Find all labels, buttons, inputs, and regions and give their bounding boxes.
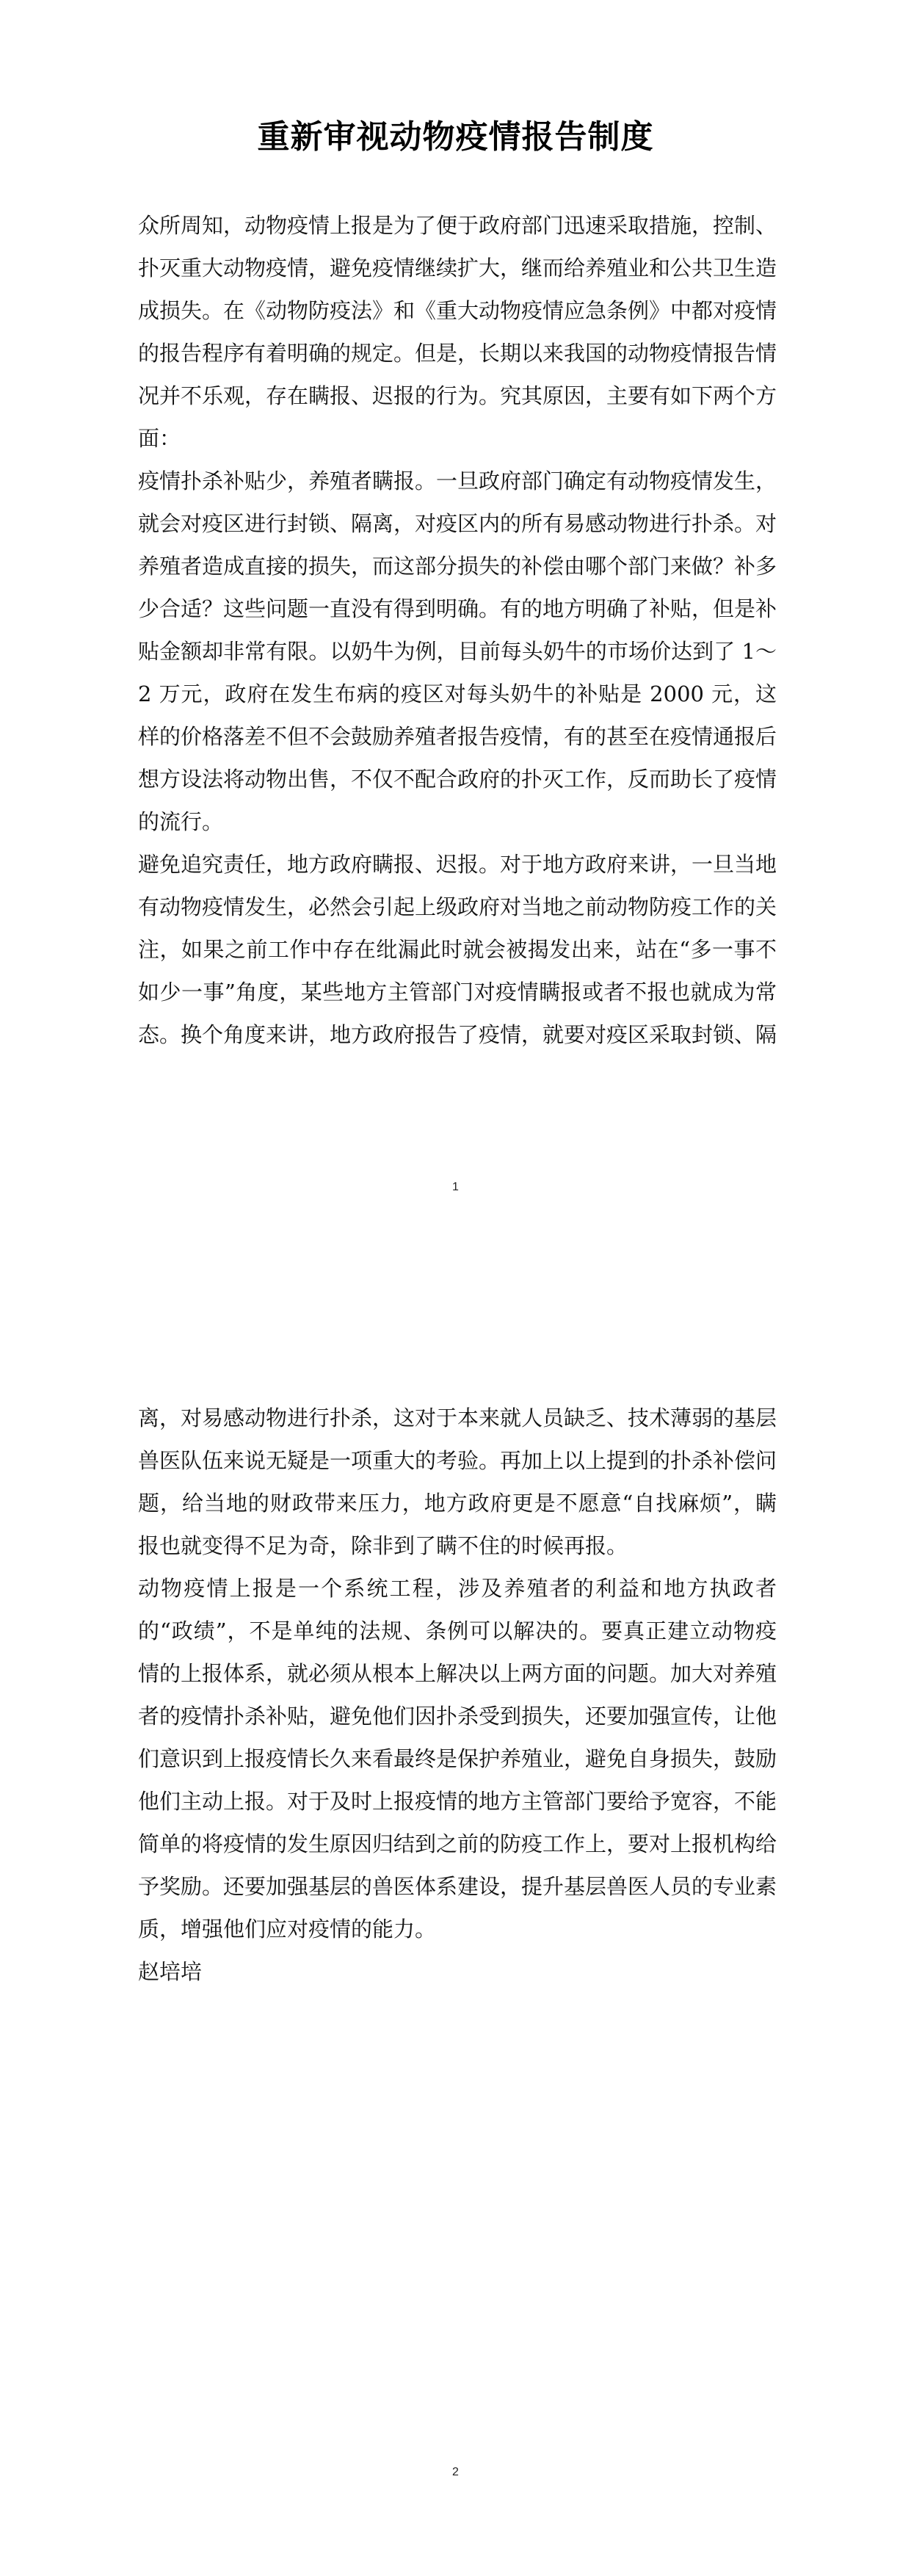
paragraph-conclusion: 动物疫情上报是一个系统工程，涉及养殖者的利益和地方执政者的“政绩”，不是单纯的法规、条例可以解决的。要真正建立动物疫情的上报体系，就必须从根本上解决以上两方面的问题。加大对养殖者的疫情扑杀补贴，避免他们因扑杀受到损失，还要加强宣传，让他们意识到上报疫情长久来看最终是保护养殖业，避免自身损失，鼓励他们主动上报。对于及时上报疫情的地方主管部门要给予宽容，不能简单的将疫情的发生原因归结到之前的防疫工作上，要对上报机构给予奖励。还要加强基层的兽医体系建设，提升基层兽医人员的专业素质，增强他们应对疫情的能力。 bbox=[138, 1576, 777, 1942]
page-number: 1 bbox=[452, 1181, 459, 1193]
paragraph-intro: 众所周知，动物疫情上报是为了便于政府部门迅速采取措施，控制、扑灭重大动物疫情，避免疫情继续扩大，继而给养殖业和公共卫生造成损失。在《动物防疫法》和《重大动物疫情应急条例》中都对疫情的报告程序有着明确的规定。但是，长期以来我国的动物疫情报告情况并不乐观，存在瞒报、迟报的行为。究其原因，主要有如下两个方面： bbox=[138, 213, 777, 451]
document-title: 重新审视动物疫情报告制度 bbox=[257, 118, 654, 156]
paragraph-farmer-reason: 疫情扑杀补贴少，养殖者瞒报。一旦政府部门确定有动物疫情发生，就会对疫区进行封锁、隔离，对疫区内的所有易感动物进行扑杀。对养殖者造成直接的损失，而这部分损失的补偿由哪个部门来做？补多少合适？这些问题一直没有得到明确。有的地方明确了补贴，但是补贴金额却非常有限。以奶牛为例，目前每头奶牛的市场价达到了 1～2 万元，政府在发生布病的疫区对每头奶牛的补贴是 2000 元，这样的价格落差不但不会鼓励养殖者报告疫情，有的甚至在疫情通报后想方设法将动物出售，不仅不配合政府的扑灭工作，反而助长了疫情的流行。 bbox=[138, 468, 777, 834]
page-2 bbox=[0, 1288, 911, 2576]
author-name: 赵培培 bbox=[138, 1959, 203, 1984]
page-number: 2 bbox=[452, 2466, 459, 2478]
paragraph-government-reason: 避免追究责任，地方政府瞒报、迟报。对于地方政府来讲，一旦当地有动物疫情发生，必然会引起上级政府对当地之前动物防疫工作的关注，如果之前工作中存在纰漏此时就会被揭发出来，站在“多一事不如少一事”角度，某些地方主管部门对疫情瞒报或者不报也就成为常态。换个角度来讲，地方政府报告了疫情，就要对疫区采取封锁、隔 bbox=[138, 852, 777, 1047]
paragraph-government-reason-continued: 离，对易感动物进行扑杀，这对于本来就人员缺乏、技术薄弱的基层兽医队伍来说无疑是一项重大的考验。再加上以上提到的扑杀补偿问题，给当地的财政带来压力，地方政府更是不愿意“自找麻烦”，瞒报也就变得不足为奇，除非到了瞒不住的时候再报。 bbox=[138, 1405, 777, 1558]
page-2-body bbox=[138, 1397, 777, 1993]
page-1-body bbox=[138, 204, 777, 1056]
